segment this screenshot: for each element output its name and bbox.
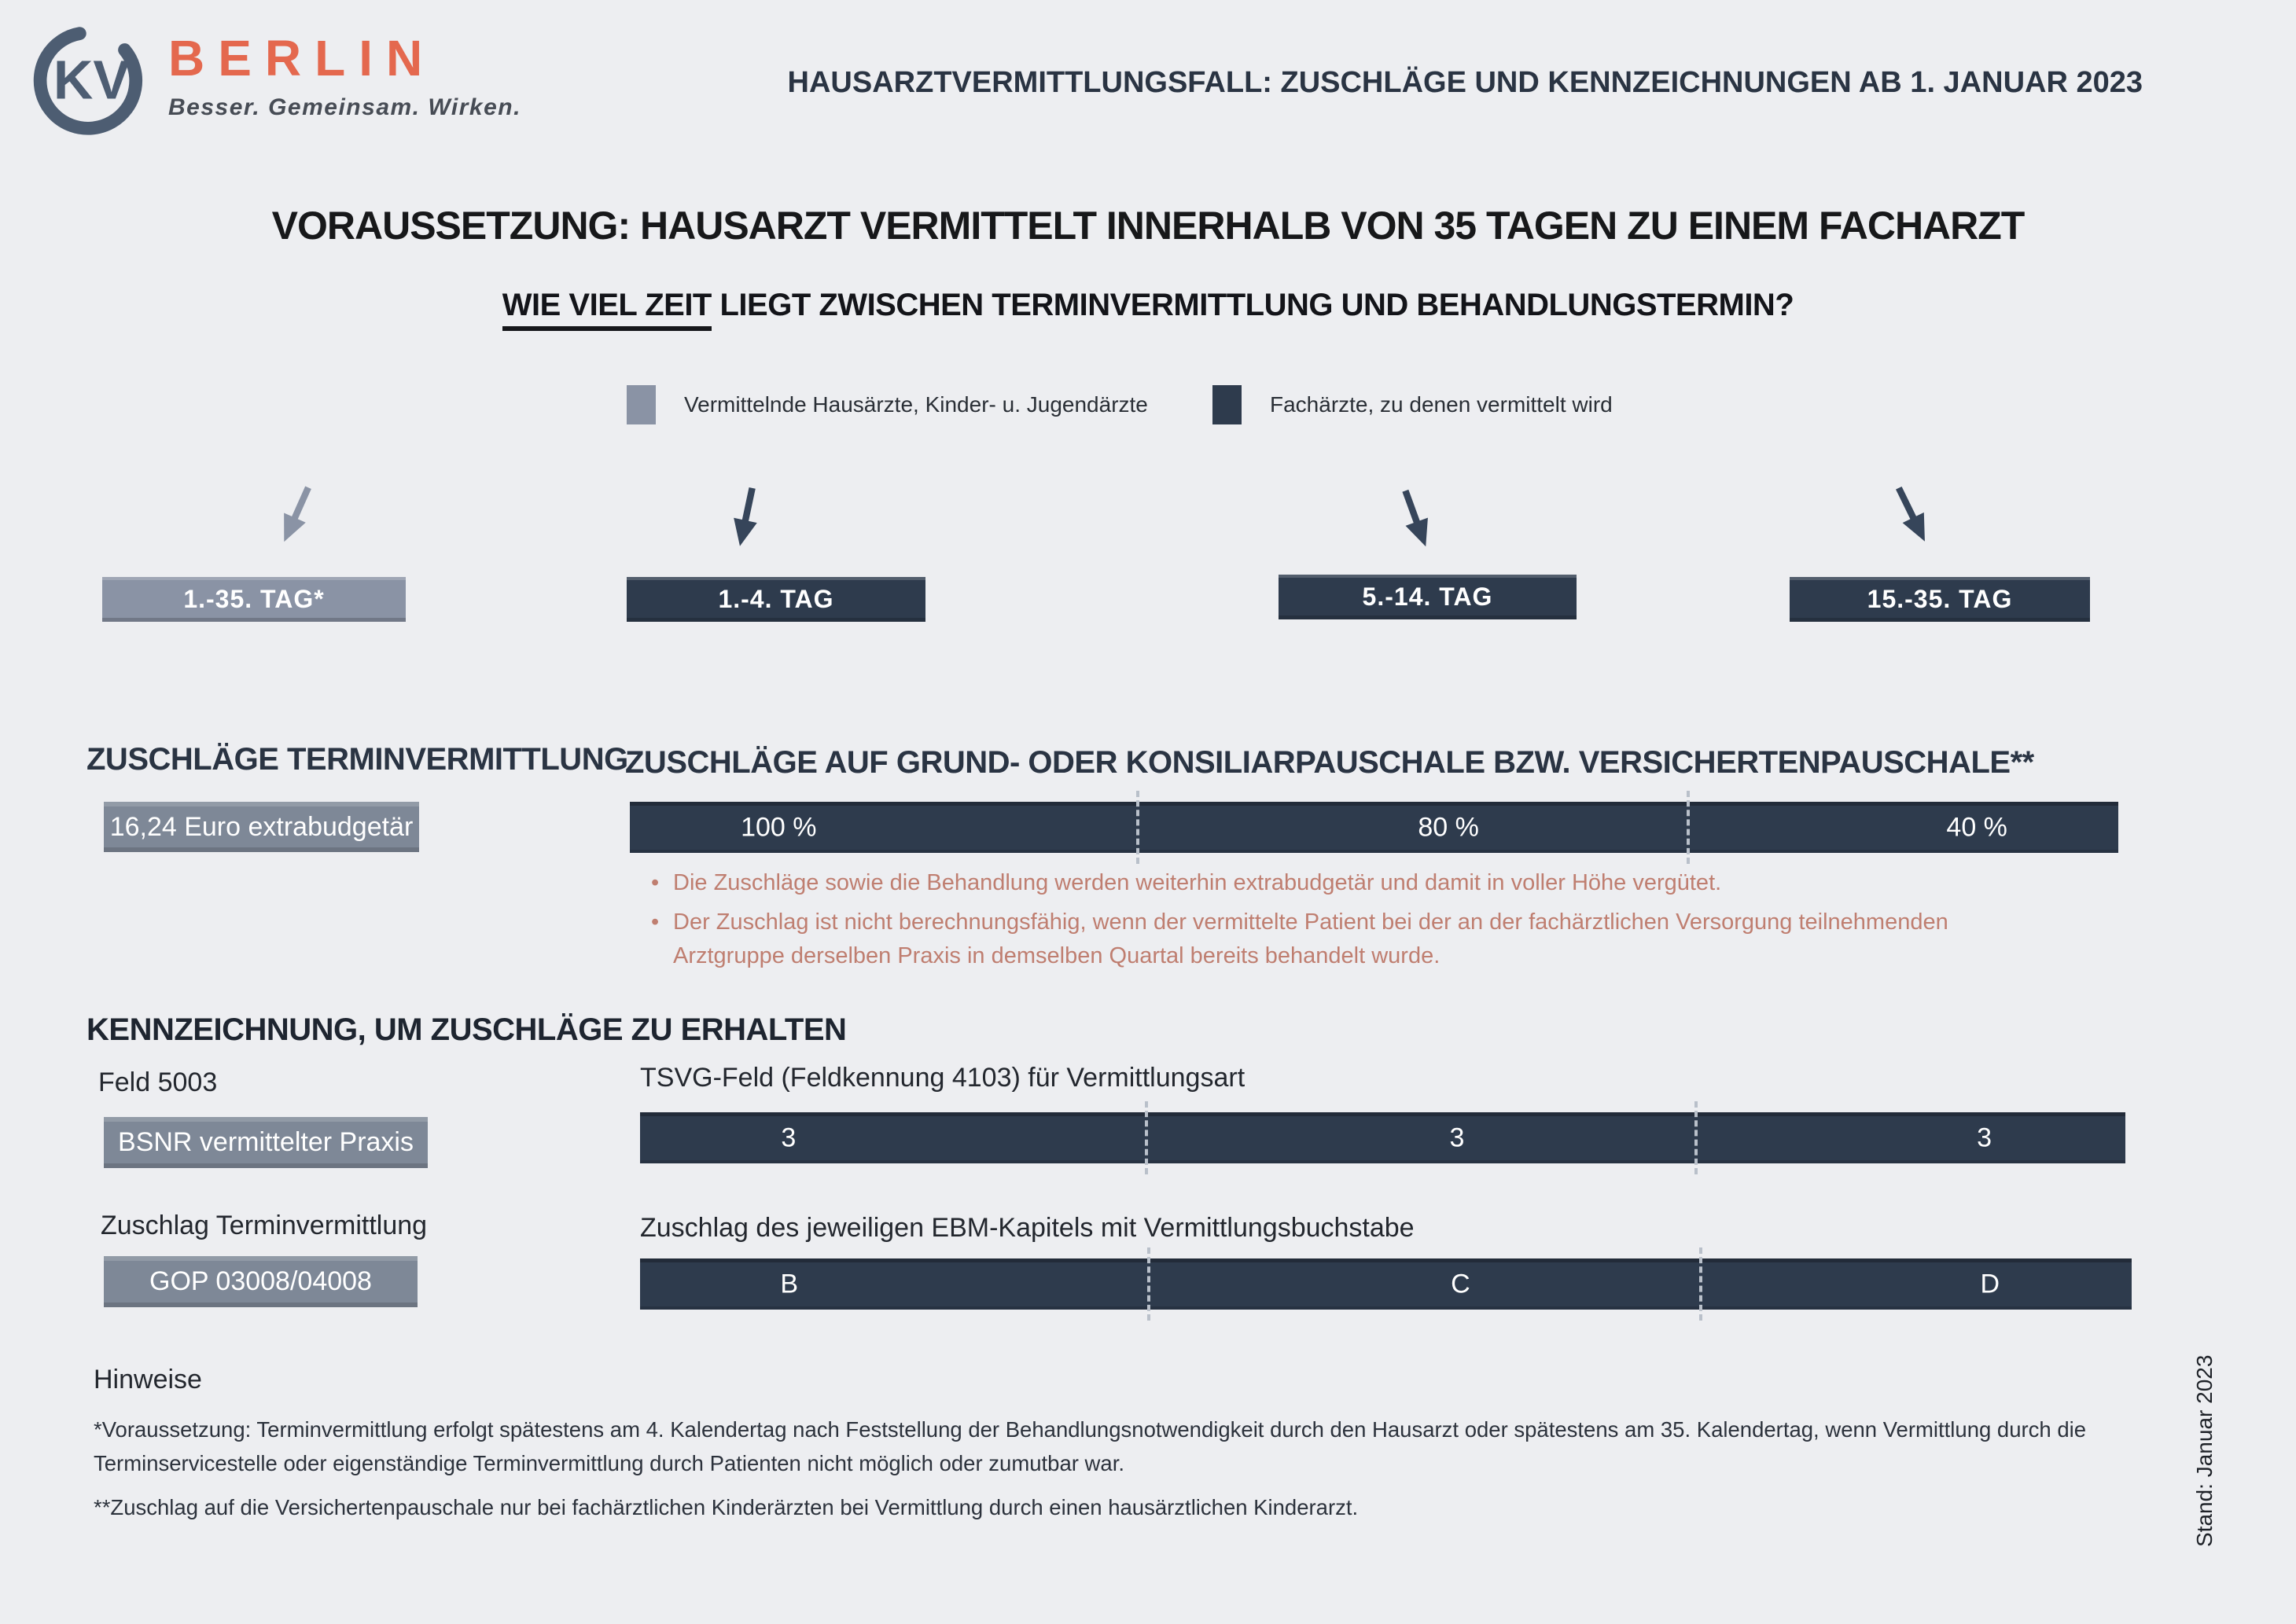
segment-divider — [1147, 1247, 1150, 1321]
timeline-bar-1-35-tag: 1.-35. TAG* — [102, 577, 406, 622]
kv-berlin-logo — [28, 16, 521, 143]
segment-divider — [1145, 1101, 1148, 1174]
logo-name: BERLIN — [168, 30, 436, 86]
note-item: • Die Zuschläge sowie die Behandlung werden weiterhin extrabudgetär und damit in voller Höhe vergütet. — [646, 866, 1975, 899]
zuschlaege-pauschale-heading: ZUSCHLÄGE AUF GRUND- ODER KONSILIARPAUSCHALE BZW. VERSICHERTENPAUSCHALE** — [625, 745, 2034, 780]
sub-heading-underlined: WIE VIEL ZEIT — [502, 288, 712, 331]
arrow-down-icon — [263, 476, 329, 553]
note-item: • Der Zuschlag ist nicht berechnungsfähig, wenn der vermittelte Patient bei der an der fachärztlichen Versorgung teilnehmenden Arztgruppe derselben Praxis in demselben Quartal bereits behandelt wurde. — [646, 906, 1975, 972]
zuschlaege-notes — [646, 866, 1975, 979]
ebm-kapitel-label: Zuschlag des jeweiligen EBM-Kapitels mit Vermittlungsbuchstabe — [640, 1213, 1415, 1243]
timeline-bar-5-14-tag: 5.-14. TAG — [1279, 575, 1577, 619]
hinweise-heading: Hinweise — [94, 1365, 202, 1394]
main-heading: VORAUSSETZUNG: HAUSARZT VERMITTELT INNERHALB VON 35 TAGEN ZU EINEM FACHARZT — [271, 204, 2025, 248]
tsvg-segment-bar — [640, 1112, 2125, 1163]
legend-swatch-dark-icon — [1212, 385, 1242, 424]
segment-divider — [1687, 791, 1690, 864]
legend-label: Fachärzte, zu denen vermittelt wird — [1270, 392, 1613, 417]
legend-label: Vermittelnde Hausärzte, Kinder- u. Jugendärzte — [684, 392, 1148, 417]
tsvg-feld-label: TSVG-Feld (Feldkennung 4103) für Vermittlungsart — [640, 1063, 1246, 1093]
kennzeichnung-heading: KENNZEICHNUNG, UM ZUSCHLÄGE ZU ERHALTEN — [86, 1012, 847, 1047]
kv-monogram: KV — [53, 49, 131, 111]
arrow-down-icon — [719, 479, 774, 553]
segment-value-80: 80 % — [1418, 812, 1479, 842]
euro-extrabudgetaer-box: 16,24 Euro extrabudgetär — [104, 802, 419, 852]
bsnr-box: BSNR vermittelter Praxis — [104, 1117, 428, 1168]
segment-value-100: 100 % — [741, 812, 817, 842]
segment-value-d: D — [1980, 1269, 2000, 1299]
logo-tagline: Besser. Gemeinsam. Wirken. — [168, 94, 521, 120]
arrow-down-icon — [1384, 479, 1446, 556]
sub-heading — [0, 288, 2296, 323]
segment-value-3: 3 — [1977, 1122, 1992, 1152]
segment-divider — [1136, 791, 1139, 864]
legend-item-hausaerzte — [627, 385, 1148, 424]
segment-value-b: B — [780, 1269, 799, 1299]
kv-logo-icon — [28, 16, 148, 143]
footnote-voraussetzung: *Voraussetzung: Terminvermittlung erfolgt spätestens am 4. Kalendertag nach Feststellung der Behandlungsnotwendigkeit durch den Hausarzt oder spätestens am 35. Kalendertag, wenn Vermittlung durch die Terminservicestelle oder eigenständige Terminvermittlung durch Patienten nicht möglich oder zumutbar war. — [94, 1417, 2087, 1475]
percent-segment-bar — [630, 802, 2118, 853]
sub-heading-rest: LIEGT ZWISCHEN TERMINVERMITTLUNG UND BEHANDLUNGSTERMIN? — [711, 288, 1794, 322]
legend-item-fachaerzte — [1212, 385, 1613, 424]
segment-value-3: 3 — [781, 1122, 797, 1152]
document-title: HAUSARZTVERMITTLUNGSFALL: ZUSCHLÄGE UND KENNZEICHNUNGEN AB 1. JANUAR 2023 — [787, 66, 2143, 99]
hinweise-footnotes — [94, 1413, 2118, 1536]
zuschlaege-terminvermittlung-heading: ZUSCHLÄGE TERMINVERMITTLUNG — [86, 742, 628, 777]
segment-value-3: 3 — [1449, 1122, 1465, 1152]
timeline-bar-15-35-tag: 15.-35. TAG — [1790, 577, 2090, 622]
segment-value-40: 40 % — [1946, 812, 2007, 842]
segment-divider — [1699, 1247, 1702, 1321]
logo-text — [168, 16, 521, 121]
footnote-zuschlag: **Zuschlag auf die Versichertenpauschale nur bei fachärztlichen Kinderärzten bei Vermittlung durch einen hausärztlichen Kinderarzt. — [94, 1495, 1359, 1520]
feld-5003-label: Feld 5003 — [98, 1067, 218, 1097]
legend-swatch-light-icon — [627, 385, 656, 424]
stand-date-label: Stand: Januar 2023 — [2192, 1354, 2217, 1547]
timeline-bar-1-4-tag: 1.-4. TAG — [627, 577, 925, 622]
segment-divider — [1694, 1101, 1698, 1174]
ebm-segment-bar — [640, 1258, 2132, 1310]
arrow-down-icon — [1878, 475, 1945, 553]
gop-box: GOP 03008/04008 — [104, 1256, 418, 1307]
segment-value-c: C — [1451, 1269, 1470, 1299]
zuschlag-terminvermittlung-label: Zuschlag Terminvermittlung — [101, 1211, 428, 1240]
